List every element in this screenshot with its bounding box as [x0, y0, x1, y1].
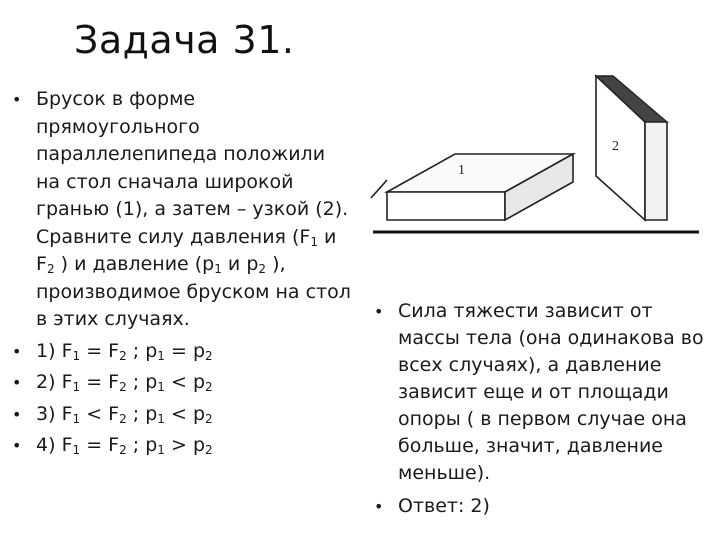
option-number: 1) [36, 339, 56, 362]
brick-2-label: 2 [612, 139, 619, 154]
force-relation: = [86, 434, 103, 456]
pressure-relation: = [170, 339, 187, 362]
pressure-relation: > [170, 434, 187, 456]
brick-2 [596, 76, 667, 220]
question-column [10, 86, 355, 460]
option-number: 3) [36, 402, 56, 425]
hatch-mark [371, 180, 387, 198]
pressure-relation: < [170, 371, 187, 393]
answer-option: • 1) $F_1 = F_2$ ; $p_1 = p_2$ [12, 339, 213, 363]
force-relation: = [86, 339, 103, 362]
force-relation: < [86, 402, 103, 425]
answer-text: • Ответ: 2) [374, 495, 490, 517]
explanation-text: • Сила тяжести зависит от массы тела (она одинакова во всех случаях), а давление зависит еще и от площади опоры ( в первом случае она больше, значит, давление меньше). [374, 300, 704, 484]
brick-diagram [365, 70, 705, 240]
answer-option: • 4) $F_1 = F_2$ ; $p_1 > p_2$ [12, 434, 213, 457]
explanation-column [372, 298, 712, 520]
question-text: • Брусок в форме прямоугольного параллелепипеда положили на стол сначала широкой гранью (1), а затем – узкой (2). Сравните силу давления ($F_1$ и $F_2$ ) и давление ($p_1$ и $p_2$ ), производимое бруском на стол в этих случаях. [12, 88, 351, 330]
question-list [10, 86, 355, 334]
option-number: 4) [36, 434, 56, 456]
explanation-list [372, 298, 712, 520]
pressure-relation: < [170, 402, 187, 425]
force-relation: = [86, 371, 103, 393]
answer-option: • 2) $F_1 = F_2$ ; $p_1 < p_2$ [12, 371, 213, 394]
answer-options [10, 338, 355, 460]
bullet: • [12, 90, 22, 109]
slide-title: Задача 31. [74, 18, 295, 62]
question-intro: Брусок в форме прямоугольного параллелепипеда положили на стол сначала широкой гранью (1), а затем – узкой (2). Сравните силу давления (F [36, 88, 349, 248]
brick-1 [387, 154, 573, 220]
brick-1-label: 1 [458, 163, 465, 178]
answer-option: • 3) $F_1 < F_2$ ; $p_1 < p_2$ [12, 402, 213, 426]
option-number: 2) [36, 371, 56, 393]
brick-figure [365, 70, 705, 240]
